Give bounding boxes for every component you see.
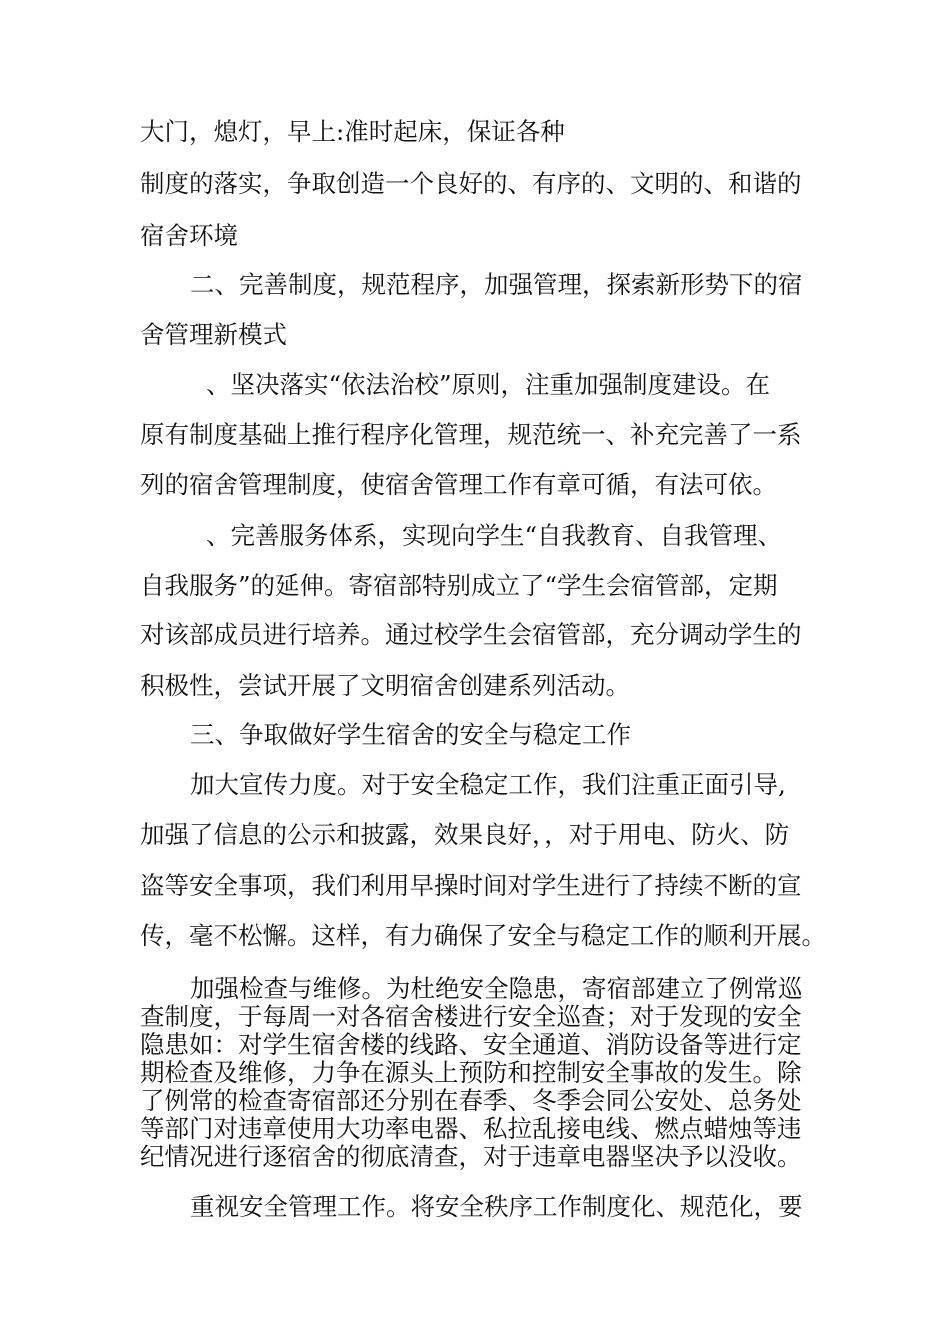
text-line: 查制度，于每周一对各宿舍楼进行安全巡查；对于发现的安全: [140, 1002, 802, 1031]
section-heading: 二、完善制度，规范程序，加强管理，探索新形势下的宿: [190, 270, 803, 299]
text-line: 制度的落实，争取创造一个良好的、有序的、文明的、和谐的: [140, 169, 802, 198]
section-heading: 三、争取做好学生宿舍的安全与稳定工作: [190, 720, 631, 749]
text-line: 传，毫不松懈。这样，有力确保了安全与稳定工作的顺利开展。: [140, 921, 826, 950]
text-line: 盗等安全事项，我们利用早操时间对学生进行了持续不断的宣: [140, 871, 802, 900]
text-line: 等部门对违章使用大功率电器、私拉乱接电线、燃点蜡烛等违: [140, 1114, 802, 1143]
text-line: 加强了信息的公示和披露，效果良好，，对于用电、防火、防: [140, 820, 790, 849]
text-line: 重视安全管理工作。将安全秩序工作制度化、规范化，要: [190, 1192, 803, 1221]
text-line: 积极性，尝试开展了文明宿舍创建系列活动。: [140, 671, 630, 700]
text-line: 期检查及维修，力争在源头上预防和控制安全事故的发生。除: [140, 1058, 802, 1087]
text-line: 纪情况进行逐宿舍的彻底清查，对于违章电器坚决予以没收。: [140, 1142, 802, 1171]
text-line: 加强检查与维修。为杜绝安全隐患，寄宿部建立了例常巡: [190, 974, 803, 1003]
text-line: 了例常的检查寄宿部还分别在春季、冬季会同公安处、总务处: [140, 1086, 802, 1115]
text-line: 原有制度基础上推行程序化管理，规范统一、补充完善了一系: [140, 420, 802, 449]
text-line: 自我服务”的延伸。寄宿部特别成立了“学生会宿管部，定期: [140, 571, 778, 600]
text-line: 加大宣传力度。对于安全稳定工作，我们注重正面引导,: [190, 770, 786, 799]
text-line: 、坚决落实“依法治校”原则，注重加强制度建设。在: [206, 370, 771, 399]
text-line: 列的宿舍管理制度，使宿舍管理工作有章可循，有法可依。: [140, 470, 777, 499]
text-line: 舍管理新模式: [140, 320, 287, 349]
text-line: 、完善服务体系，实现向学生“自我教育、自我管理、: [206, 521, 783, 550]
text-line: 对该部成员进行培养。通过校学生会宿管部，充分调动学生的: [140, 620, 802, 649]
text-line: 隐患如：对学生宿舍楼的线路、安全通道、消防设备等进行定: [140, 1030, 802, 1059]
text-line: 大门，熄灯，早上:准时起床，保证各种: [140, 117, 565, 146]
text-line: 宿舍环境: [140, 221, 238, 250]
